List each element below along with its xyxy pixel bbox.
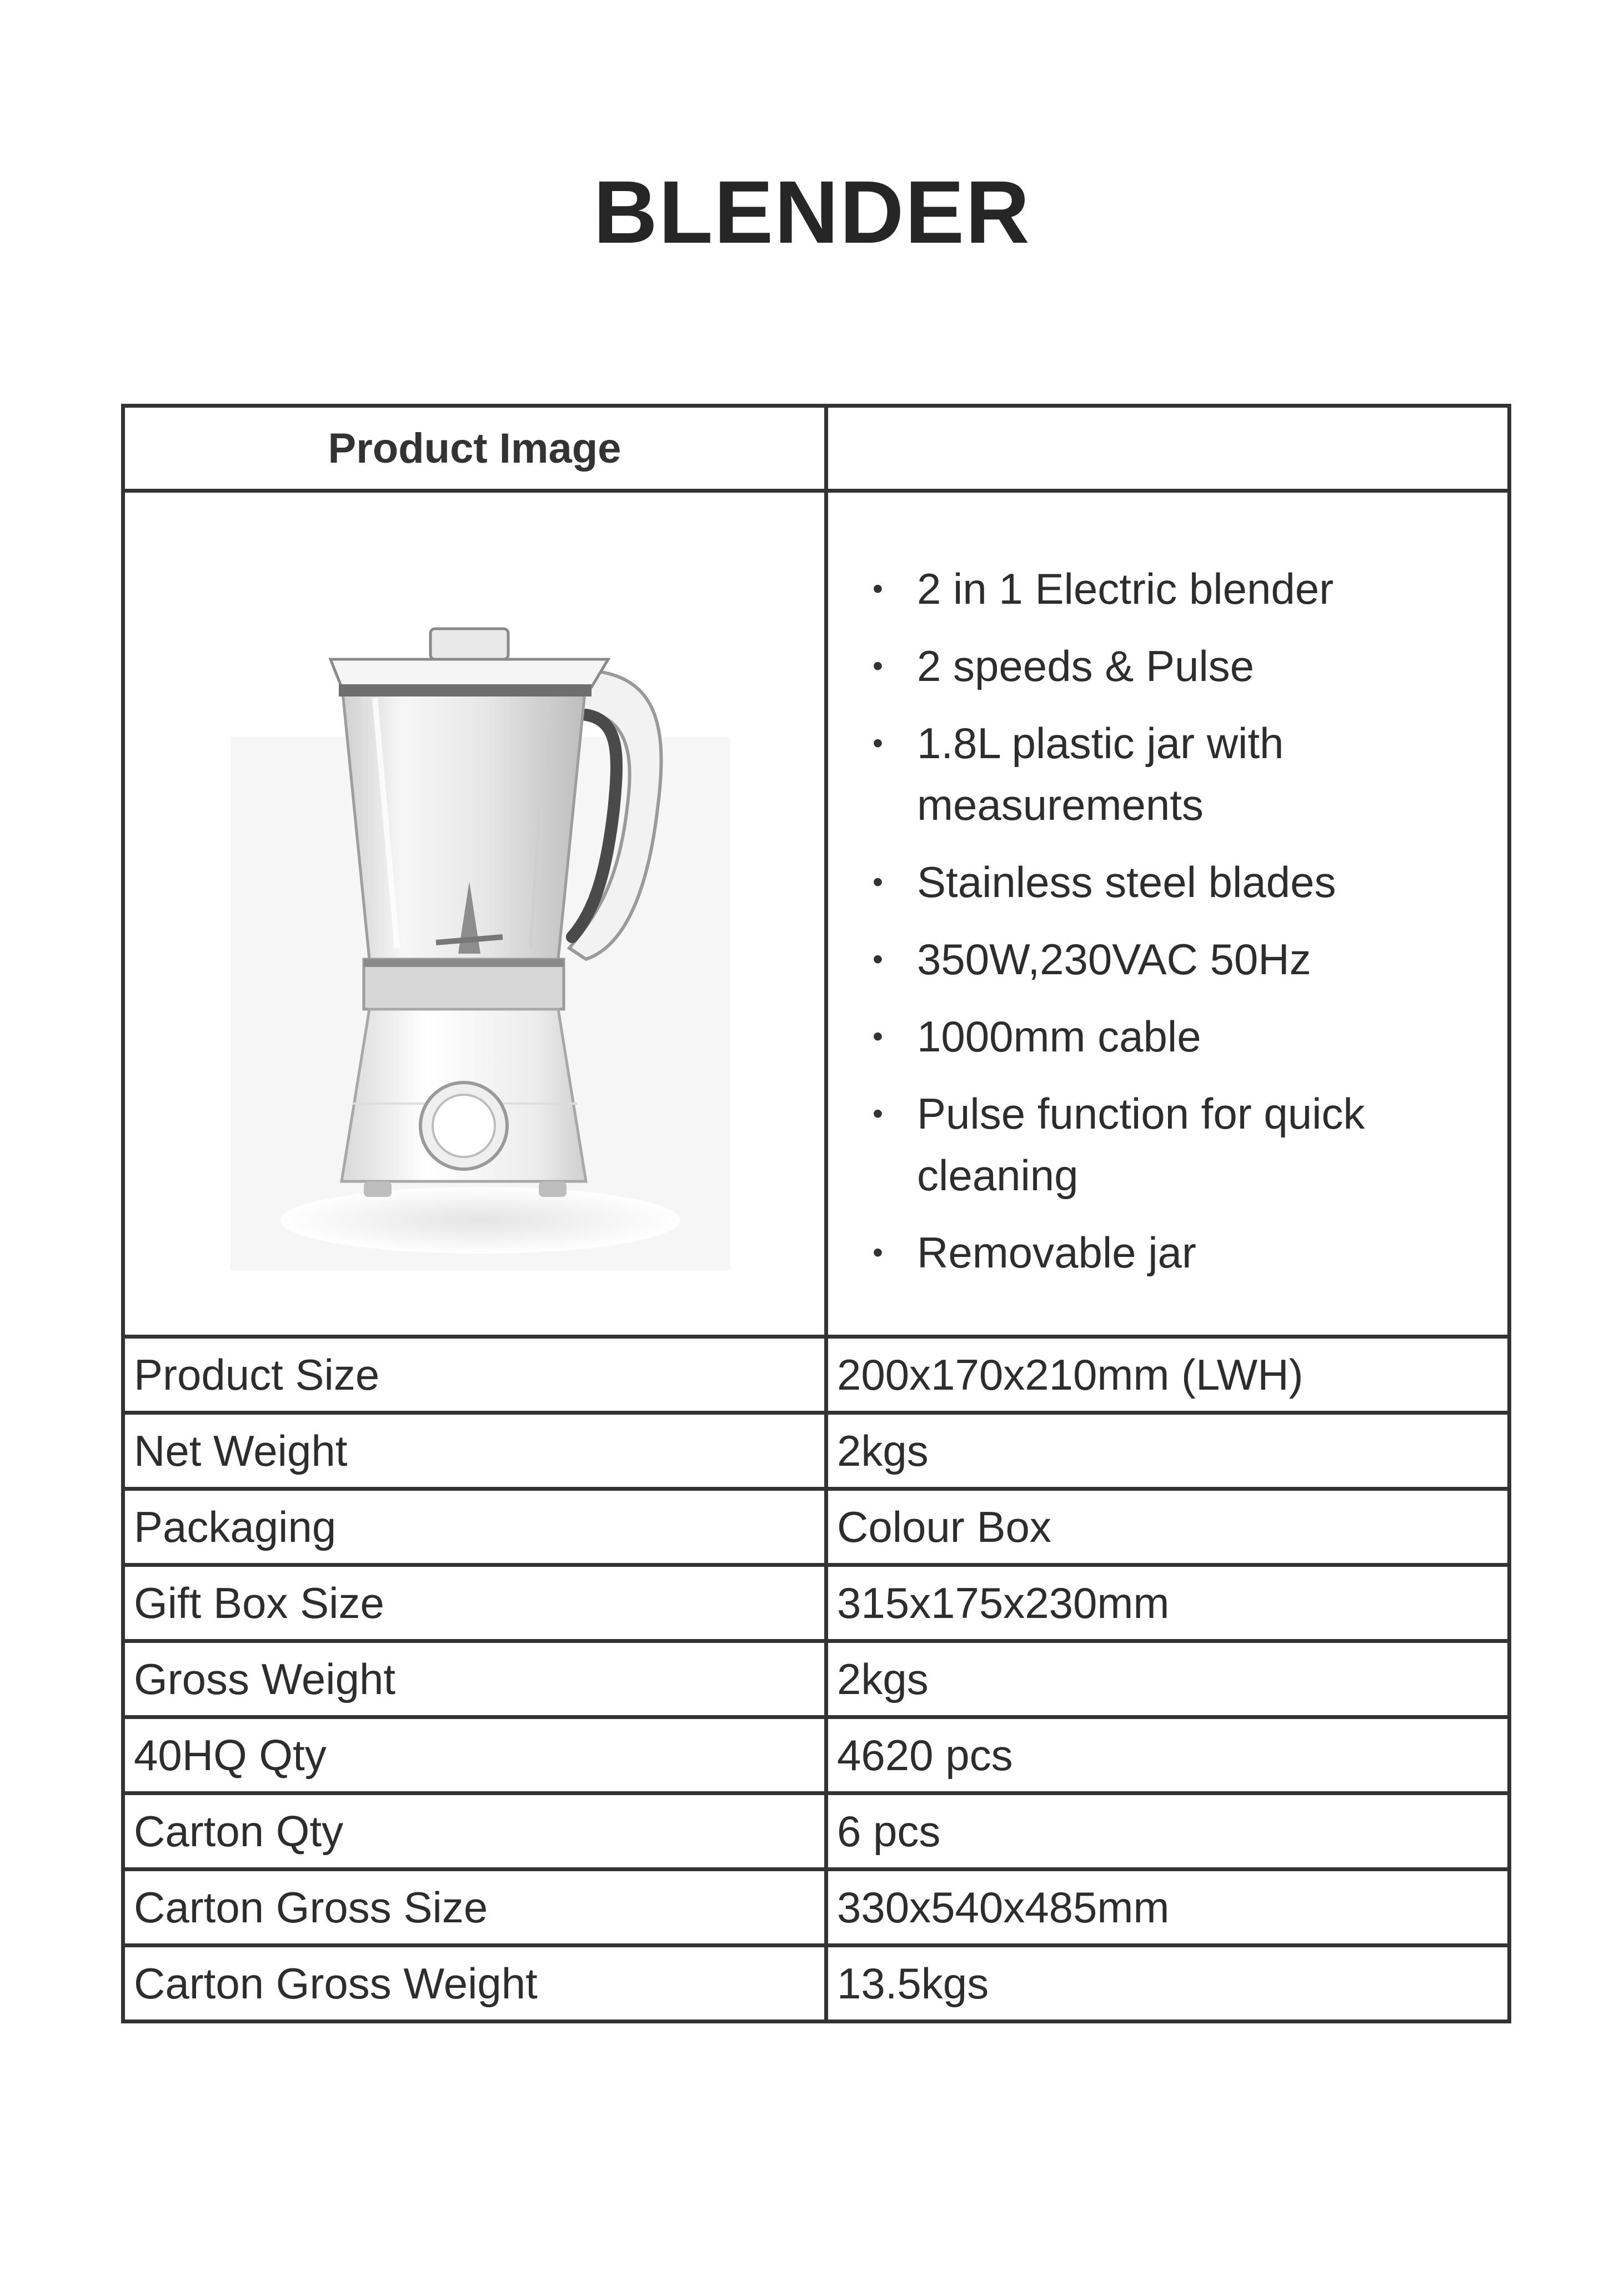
spec-label: 40HQ Qty bbox=[123, 1717, 826, 1793]
table-row bbox=[123, 1337, 1510, 1413]
spec-label: Product Size bbox=[123, 1337, 826, 1413]
image-row bbox=[123, 491, 1510, 1337]
spec-value: 200x170x210mm (LWH) bbox=[826, 1337, 1510, 1413]
table-header-row bbox=[123, 406, 1510, 491]
features-cell bbox=[826, 491, 1510, 1337]
spec-value: 4620 pcs bbox=[826, 1717, 1510, 1793]
spec-label: Packaging bbox=[123, 1489, 826, 1565]
table-row bbox=[123, 1946, 1510, 2022]
feature-item: • Stainless steel blades bbox=[873, 851, 1485, 913]
spec-value: 2kgs bbox=[826, 1413, 1510, 1489]
table-row bbox=[123, 1793, 1510, 1870]
feature-item: • Pulse function for quick cleaning bbox=[873, 1083, 1485, 1206]
table-row bbox=[123, 1565, 1510, 1641]
header-empty-cell bbox=[826, 406, 1510, 491]
table-row bbox=[123, 1717, 1510, 1793]
spec-value: Colour Box bbox=[826, 1489, 1510, 1565]
feature-item: • 350W,230VAC 50Hz bbox=[873, 929, 1485, 990]
table-row bbox=[123, 1870, 1510, 1946]
blender-product-image bbox=[230, 570, 730, 1270]
feature-item: • 2 in 1 Electric blender bbox=[873, 558, 1485, 620]
product-image-header: Product Image bbox=[123, 406, 826, 491]
feature-item: • Removable jar bbox=[873, 1222, 1485, 1284]
feature-item: • 2 speeds & Pulse bbox=[873, 635, 1485, 697]
spec-value: 330x540x485mm bbox=[826, 1870, 1510, 1946]
product-image-cell bbox=[123, 491, 826, 1337]
spec-label: Carton Gross Weight bbox=[123, 1946, 826, 2022]
table-row bbox=[123, 1489, 1510, 1565]
spec-value: 6 pcs bbox=[826, 1793, 1510, 1870]
spec-label: Net Weight bbox=[123, 1413, 826, 1489]
spec-value: 2kgs bbox=[826, 1641, 1510, 1717]
feature-item: • 1000mm cable bbox=[873, 1006, 1485, 1068]
spec-label: Gift Box Size bbox=[123, 1565, 826, 1641]
feature-item: • 1.8L plastic jar with measurements bbox=[873, 713, 1485, 836]
spec-table bbox=[121, 404, 1511, 2023]
spec-label: Carton Gross Size bbox=[123, 1870, 826, 1946]
spec-label: Carton Qty bbox=[123, 1793, 826, 1870]
spec-value: 315x175x230mm bbox=[826, 1565, 1510, 1641]
page-title: BLENDER bbox=[593, 162, 1031, 262]
spec-label: Gross Weight bbox=[123, 1641, 826, 1717]
table-row bbox=[123, 1641, 1510, 1717]
spec-value: 13.5kgs bbox=[826, 1946, 1510, 2022]
features-list bbox=[828, 528, 1507, 1284]
table-row bbox=[123, 1413, 1510, 1489]
